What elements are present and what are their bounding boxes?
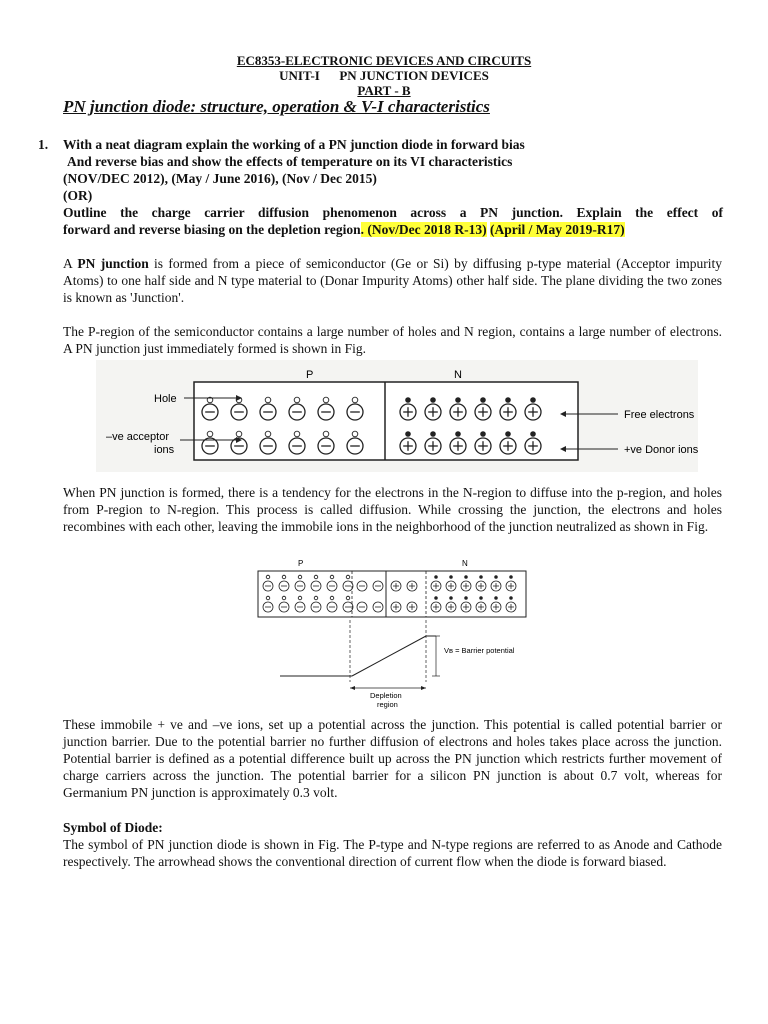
question-or: (OR) bbox=[63, 188, 93, 203]
free-electrons-label: Free electrons bbox=[624, 409, 695, 421]
donor-ions-label: +ve Donor ions bbox=[624, 444, 698, 456]
depletion-label-region: region bbox=[377, 700, 398, 709]
question-line-5: forward and reverse biasing on the depletion region. (Nov/Dec 2018 R-13) (April / May 2019-R17) bbox=[63, 222, 625, 237]
symbol-of-diode-heading: Symbol of Diode: bbox=[63, 820, 163, 835]
paragraph-potential-barrier: These immobile + ve and –ve ions, set up a potential across the junction. This potential is called potential barrier or junction barrier. Due to the potential barrier no further diffusion of electrons and holes takes place across the junction. Potential barrier is defined as a potential difference built up across the PN junction which restricts further movement of charge carriers across the junction. The potential barrier for a silicon PN junction is about 0.7 volt, whereas for Germanium PN junction is approximately 0.3 volt. bbox=[63, 717, 722, 800]
p-region-label-2: P bbox=[298, 559, 304, 568]
exam-reference-highlight-2: (April / May 2019-R17) bbox=[490, 222, 625, 237]
pn-junction-figure bbox=[96, 360, 698, 472]
paragraph-diffusion: When PN junction is formed, there is a tendency for the electrons in the N-region to diffuse into the p-region, and holes from P-region to N-region. This process is called diffusion. While crossing the junction, the electrons and holes recombines with each other, leaving the immobile ions in the neighborhood of the junction neutralized as shown in Fig. bbox=[63, 485, 722, 534]
course-title: EC8353-ELECTRONIC DEVICES AND CIRCUITS bbox=[236, 53, 532, 68]
barrier-potential-label: Vʙ = Barrier potential bbox=[444, 646, 515, 655]
section-title: PN junction diode: structure, operation & V-I characteristics bbox=[63, 97, 490, 116]
question-line-4: Outline the charge carrier diffusion phenomenon across a PN junction. Explain the effect of bbox=[63, 205, 723, 220]
hole-label: Hole bbox=[154, 393, 177, 405]
part-title: PART - B bbox=[357, 83, 411, 98]
question-number: 1. bbox=[38, 137, 49, 152]
n-region-label-2: N bbox=[462, 559, 468, 568]
p-region-label: P bbox=[306, 369, 314, 381]
exam-reference-highlight: . (Nov/Dec 2018 R-13) bbox=[360, 222, 487, 237]
acceptor-label-ions: ions bbox=[154, 444, 175, 456]
n-region-label: N bbox=[454, 369, 462, 381]
paragraph-p-region: The P-region of the semiconductor contains a large number of holes and N region, contains a large number of electrons. A PN junction just immediately formed is shown in Fig. bbox=[63, 324, 722, 356]
paragraph-pn-junction: A PN junction is formed from a piece of semiconductor (Ge or Si) by diffusing p-type material (Acceptor impurity Atoms) to one half side and N type material to (Donar Impurity Atoms) other half side. The plane dividing the two zones is known as 'Junction'. bbox=[63, 256, 723, 305]
acceptor-label: –ve acceptor bbox=[106, 431, 169, 443]
question-line-3: (NOV/DEC 2012), (May / June 2016), (Nov / Dec 2015) bbox=[63, 171, 377, 186]
unit-title: UNIT-I PN JUNCTION DEVICES bbox=[279, 68, 489, 83]
question-line-2: And reverse bias and show the effects of temperature on its VI characteristics bbox=[67, 154, 513, 169]
depletion-label: Depletion bbox=[370, 691, 402, 700]
depletion-region-figure bbox=[250, 552, 534, 712]
paragraph-diode-symbol: The symbol of PN junction diode is shown in Fig. The P-type and N-type regions are referred to as Anode and Cathode respectively. The arrowhead shows the conventional direction of current flow when the diode is forward biased. bbox=[63, 837, 722, 869]
question-line-1: With a neat diagram explain the working of a PN junction diode in forward bias bbox=[63, 137, 525, 152]
